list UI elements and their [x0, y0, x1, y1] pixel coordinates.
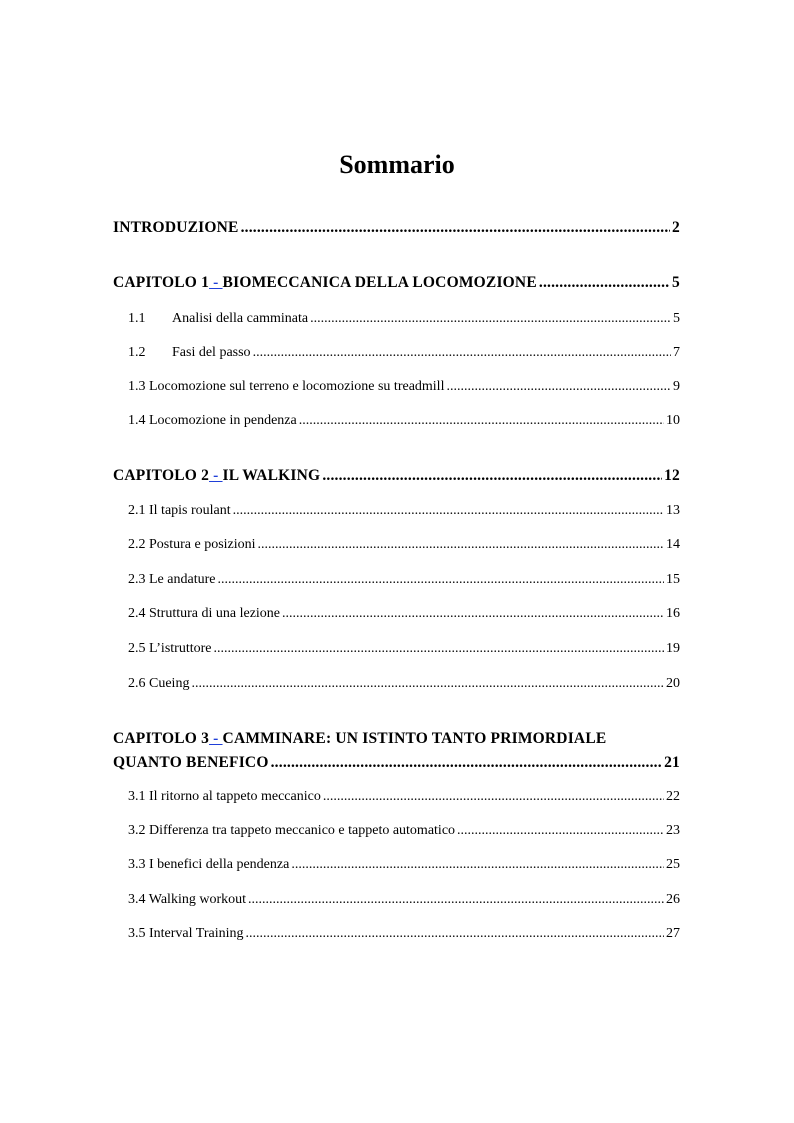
toc-page-number: 23: [666, 823, 680, 838]
toc-section-number: 1.2: [128, 345, 146, 360]
toc-entry-2-2[interactable]: [128, 537, 680, 553]
toc-leader-dots: [322, 467, 662, 485]
toc-entry-3-3[interactable]: [128, 857, 680, 873]
toc-leader-dots: [323, 789, 664, 805]
toc-section-number: 1.1: [128, 311, 146, 326]
toc-page-number: 7: [673, 345, 680, 360]
toc-page-number: 25: [666, 857, 680, 872]
toc-leader-dots: [217, 572, 664, 588]
toc-page-number: 2: [672, 219, 680, 236]
toc-leader-dots: [248, 892, 664, 908]
toc-leader-dots: [299, 413, 664, 429]
toc-label: 2.1 Il tapis roulant: [128, 503, 231, 518]
toc-entry-2-1[interactable]: [128, 503, 680, 519]
toc-entry-capitolo-3-line1[interactable]: [113, 730, 606, 748]
toc-page-number: 20: [666, 676, 680, 691]
toc-label: 1.3 Locomozione sul terreno e locomozione su treadmill: [128, 379, 445, 394]
toc-leader-dots: [271, 754, 663, 772]
toc-entry-2-3[interactable]: [128, 572, 680, 588]
toc-entry-capitolo-1[interactable]: [113, 274, 680, 292]
toc-leader-dots: [241, 219, 670, 237]
toc-label: 3.1 Il ritorno al tappeto meccanico: [128, 789, 321, 804]
toc-label: [128, 345, 251, 361]
toc-label: 2.5 L’istruttore: [128, 641, 212, 656]
toc-label: 2.3 Le andature: [128, 572, 216, 587]
toc-chapter-number: CAPITOLO 1: [113, 274, 210, 291]
toc-page-number: 27: [666, 926, 680, 941]
toc-entry-2-4[interactable]: [128, 606, 680, 622]
toc-page-number: 10: [666, 413, 680, 428]
toc-entry-1-2[interactable]: [128, 345, 680, 361]
toc-chapter-title: BIOMECCANICA DELLA LOCOMOZIONE: [222, 274, 537, 291]
toc-leader-dots: [310, 311, 671, 327]
toc-leader-dots: [446, 379, 671, 395]
toc-page-number: 5: [672, 274, 680, 291]
toc-chapter-title: CAMMINARE: UN ISTINTO TANTO PRIMORDIALE: [222, 730, 607, 747]
toc-label: [113, 467, 320, 485]
toc-entry-3-1[interactable]: [128, 789, 680, 805]
toc-label: 2.4 Struttura di una lezione: [128, 606, 281, 621]
toc-leader-dots: [191, 676, 664, 692]
toc-entry-3-4[interactable]: [128, 892, 680, 908]
toc-page-number: 12: [664, 467, 680, 484]
toc-label: 1.4 Locomozione in pendenza: [128, 413, 297, 428]
toc-label: 3.3 I benefici della pendenza: [128, 857, 290, 872]
toc-entry-1-3[interactable]: [128, 379, 680, 395]
toc-label: 3.4 Walking workout: [128, 892, 246, 907]
toc-entry-capitolo-2[interactable]: [113, 467, 680, 485]
toc-leader-dots: [213, 641, 664, 657]
toc-label: 3.2 Differenza tra tappeto meccanico e tappeto automatico: [128, 823, 456, 838]
toc-chapter-separator: -: [209, 467, 223, 484]
toc-leader-dots: [282, 606, 664, 622]
toc-leader-dots: [291, 857, 664, 873]
toc-page-number: 13: [666, 503, 680, 518]
page-title: Sommario: [339, 150, 455, 179]
toc-label: 2.2 Postura e posizioni: [128, 537, 256, 552]
toc-entry-capitolo-3[interactable]: [113, 754, 680, 772]
toc-label: 2.6 Cueing: [128, 676, 190, 691]
toc-page-number: 21: [664, 754, 680, 771]
toc-page-number: 16: [666, 606, 680, 621]
toc-entry-1-4[interactable]: [128, 413, 680, 429]
toc-leader-dots: [233, 503, 664, 519]
toc-page-number: 26: [666, 892, 680, 907]
toc-leader-dots: [253, 345, 671, 361]
toc-entry-2-6[interactable]: [128, 676, 680, 692]
toc-chapter-number: CAPITOLO 2: [113, 467, 210, 484]
toc-label: INTRODUZIONE: [113, 219, 239, 236]
toc-label: [128, 311, 308, 327]
toc-entry-3-5[interactable]: [128, 926, 680, 942]
toc-page-number: 5: [673, 311, 680, 326]
toc-page-number: 14: [666, 537, 680, 552]
toc-chapter-separator: -: [209, 274, 223, 291]
toc-chapter-separator: -: [209, 730, 223, 747]
toc-entry-2-5[interactable]: [128, 641, 680, 657]
toc-label: 3.5 Interval Training: [128, 926, 244, 941]
toc-chapter-number: CAPITOLO 3: [113, 730, 210, 747]
toc-section-title: Fasi del passo: [172, 345, 251, 360]
toc-chapter-title-line2: QUANTO BENEFICO: [113, 754, 269, 771]
toc-leader-dots: [457, 823, 664, 839]
toc-leader-dots: [246, 926, 665, 942]
toc-section-title: Analisi della camminata: [172, 311, 309, 326]
toc-page-number: 22: [666, 789, 680, 804]
toc-entry-3-2[interactable]: [128, 823, 680, 839]
toc-entry-1-1[interactable]: [128, 311, 680, 327]
toc-leader-dots: [539, 274, 670, 292]
toc-page-number: 19: [666, 641, 680, 656]
toc-page-number: 15: [666, 572, 680, 587]
toc-leader-dots: [258, 537, 664, 553]
toc-label: [113, 274, 537, 292]
toc-chapter-title: IL WALKING: [222, 467, 321, 484]
toc-page-number: 9: [673, 379, 680, 394]
toc-entry-introduzione[interactable]: [113, 219, 680, 237]
